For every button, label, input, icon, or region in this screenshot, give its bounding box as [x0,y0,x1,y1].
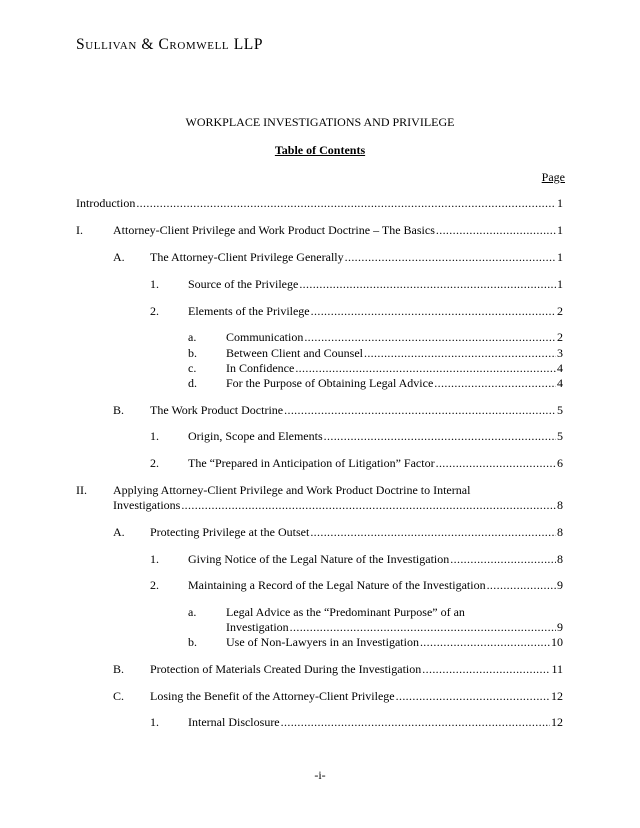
toc-dot-leader [299,276,556,292]
toc-entry-page: 6 [557,456,563,470]
toc-entry-number: 1. [150,429,159,443]
toc-entry-page: 5 [557,429,563,443]
toc-entry-number: 1. [150,277,159,291]
toc-entry-label: Investigation [226,620,289,634]
toc-entry-section-ii [0,497,640,513]
toc-entry-number: a. [188,605,197,619]
toc-dot-leader [436,222,556,238]
toc-entry-section-i-a-2-b [0,345,640,361]
toc-dot-leader [364,345,556,361]
toc-entry-label: In Confidence [226,361,295,375]
toc-entry-section-i [0,222,640,238]
toc-entry-number: d. [188,376,197,390]
toc-entry-section-i-a-2-c [0,360,640,376]
toc-entry-section-ii-c [0,688,640,704]
toc-dot-leader [396,688,550,704]
document-title: WORKPLACE INVESTIGATIONS AND PRIVILEGE [185,115,455,129]
toc-entry-label: Internal Disclosure [188,715,280,729]
toc-entry-number: II. [76,483,87,497]
toc-entry-section-i-a [0,249,640,265]
toc-dot-leader [304,329,556,345]
toc-entry-section-i-b-1 [0,428,640,444]
toc-entry-section-i-b [0,402,640,418]
toc-entry-number: A. [113,525,125,539]
page-footer-number: -i- [314,768,326,782]
toc-entry-section-ii-a [0,524,640,540]
toc-dot-leader [310,524,556,540]
toc-entry-label: Losing the Benefit of the Attorney-Client Privilege [150,689,395,703]
toc-dot-leader [487,577,556,593]
toc-entry-page: 2 [557,330,563,344]
toc-entry-label-line1: Legal Advice as the “Predominant Purpose” of an [226,605,465,619]
toc-entry-label: The Attorney-Client Privilege Generally [150,250,344,264]
toc-dot-leader [450,551,556,567]
toc-entry-label: Protecting Privilege at the Outset [150,525,310,539]
page-column-heading: Page [541,170,565,184]
toc-entry-label: Source of the Privilege [188,277,299,291]
toc-dot-leader [324,428,556,444]
toc-entry-section-ii-a-1 [0,551,640,567]
toc-entry-label: Attorney-Client Privilege and Work Product Doctrine – The Basics [113,223,435,237]
toc-entry-number: c. [188,361,197,375]
toc-entry-section-i-a-2 [0,303,640,319]
toc-entry-number: b. [188,635,197,649]
toc-entry-label: Communication [226,330,304,344]
toc-entry-label: Elements of the Privilege [188,304,310,318]
toc-entry-page: 1 [557,196,563,210]
toc-entry-label: Introduction [76,196,136,210]
toc-entry-page: 11 [551,662,563,676]
toc-entry-page: 1 [557,223,563,237]
toc-entry-number: a. [188,330,197,344]
toc-entry-page: 8 [557,525,563,539]
toc-dot-leader [295,360,556,376]
toc-entry-introduction [0,195,640,211]
toc-heading: Table of Contents [274,143,366,157]
toc-entry-number: A. [113,250,125,264]
toc-entry-page: 4 [557,361,563,375]
toc-entry-label: Protection of Materials Created During the Investigation [150,662,422,676]
toc-entry-number: 2. [150,304,159,318]
toc-entry-section-ii-a-2-a [0,619,640,635]
toc-entry-page: 5 [557,403,563,417]
toc-entry-section-ii-b [0,661,640,677]
toc-dot-leader [290,619,556,635]
toc-entry-label-line1: Applying Attorney-Client Privilege and Work Product Doctrine to Internal [113,483,471,497]
toc-entry-page: 2 [557,304,563,318]
toc-entry-label: Maintaining a Record of the Legal Nature of the Investigation [188,578,486,592]
toc-entry-section-ii-a-2-b [0,634,640,650]
toc-entry-label: Use of Non-Lawyers in an Investigation [226,635,419,649]
toc-dot-leader [284,402,556,418]
toc-entry-label: Giving Notice of the Legal Nature of the Investigation [188,552,450,566]
toc-entry-page: 12 [551,689,563,703]
toc-dot-leader [281,714,550,730]
toc-dot-leader [422,661,550,677]
toc-entry-number: 1. [150,552,159,566]
toc-dot-leader [345,249,556,265]
toc-entry-label: Origin, Scope and Elements [188,429,323,443]
toc-entry-section-i-a-2-d [0,375,640,391]
toc-entry-number: C. [113,689,125,703]
toc-dot-leader [181,497,556,513]
toc-dot-leader [136,195,556,211]
toc-entry-label: For the Purpose of Obtaining Legal Advice [226,376,434,390]
toc-entry-section-i-a-1 [0,276,640,292]
toc-entry-page: 9 [557,620,563,634]
toc-entry-label: The “Prepared in Anticipation of Litigation” Factor [188,456,435,470]
toc-entry-number: 1. [150,715,159,729]
toc-entry-number: I. [76,223,83,237]
toc-entry-section-i-a-2-a [0,329,640,345]
toc-entry-page: 1 [557,277,563,291]
toc-entry-number: B. [113,403,125,417]
toc-entry-number: 2. [150,578,159,592]
toc-entry-number: b. [188,346,197,360]
toc-entry-number: 2. [150,456,159,470]
toc-entry-page: 4 [557,376,563,390]
toc-entry-label: The Work Product Doctrine [150,403,284,417]
toc-dot-leader [436,455,556,471]
toc-entry-page: 3 [557,346,563,360]
toc-entry-page: 1 [557,250,563,264]
toc-entry-label: Between Client and Counsel [226,346,363,360]
toc-entry-number: B. [113,662,125,676]
toc-dot-leader [311,303,556,319]
toc-entry-page: 8 [557,552,563,566]
toc-dot-leader [420,634,550,650]
toc-entry-page: 10 [551,635,563,649]
toc-entry-label: Investigations [113,498,181,512]
toc-entry-page: 8 [557,498,563,512]
toc-entry-page: 9 [557,578,563,592]
toc-entry-section-ii-a-2 [0,577,640,593]
toc-entry-section-ii-c-1 [0,714,640,730]
toc-dot-leader [434,375,556,391]
firm-name-header: Sullivan & Cromwell LLP [76,36,264,53]
toc-entry-page: 12 [551,715,563,729]
toc-entry-section-i-b-2 [0,455,640,471]
